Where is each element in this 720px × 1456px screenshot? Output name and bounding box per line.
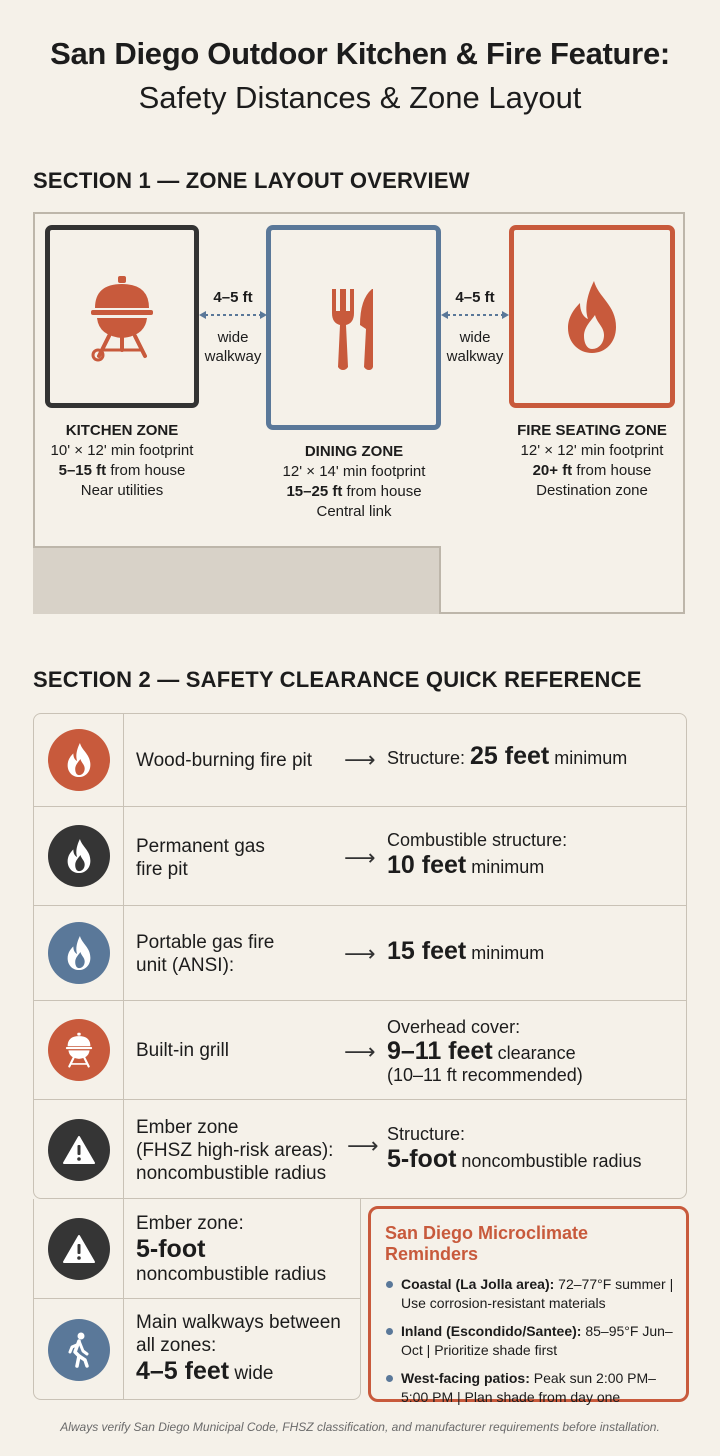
row-item: Wood-burning fire pit [136, 750, 313, 771]
zone-footprint: 12' × 14' min footprint [282, 463, 426, 480]
list-item: Inland (Escondido/Santee): 85–95°F Jun–Oct | Prioritize shade first [385, 1322, 674, 1360]
flame-icon [564, 279, 620, 355]
row-item: Ember zone (FHSZ high-risk areas): noncombustible radius [136, 1117, 334, 1184]
table-row [34, 714, 686, 807]
walkway-line3: walkway [204, 348, 262, 365]
row-item: Main walkways between all zones: 4–5 feet wide [136, 1312, 341, 1385]
warning-icon [62, 1234, 96, 1264]
page-title: San Diego Outdoor Kitchen & Fire Feature: [50, 36, 670, 71]
fire-seating-zone-box [509, 225, 675, 408]
walking-person-icon [65, 1332, 93, 1368]
section1-heading: SECTION 1 — ZONE LAYOUT OVERVIEW [33, 168, 470, 193]
zone-name: FIRE SEATING ZONE [517, 422, 667, 439]
table-row [34, 1199, 360, 1299]
grill-icon [87, 272, 157, 362]
walkway-line2: wide [459, 329, 491, 346]
table-row [34, 1100, 686, 1199]
row-value: Structure: 5-foot noncombustible radius [387, 1124, 642, 1173]
row-value: Structure: 25 feet minimum [387, 742, 628, 770]
zone-distance: 5–15 ft from house [58, 462, 186, 479]
zone-note: Central link [316, 503, 392, 520]
zone-name: KITCHEN ZONE [65, 422, 179, 439]
walkway-dining-fire [439, 288, 511, 366]
row-item: Portable gas fire unit (ANSI): [136, 932, 275, 976]
clearance-table [33, 713, 687, 1199]
dining-zone-box [266, 225, 441, 430]
warning-icon [62, 1135, 96, 1165]
walkway-width: 4–5 ft [213, 289, 253, 306]
kitchen-zone-box [45, 225, 199, 408]
zone-footprint: 12' × 12' min footprint [520, 442, 664, 459]
walkway-width: 4–5 ft [455, 289, 495, 306]
footer-disclaimer: Always verify San Diego Municipal Code, FHSZ classification, and manufacturer requirements before installation. [60, 1420, 660, 1434]
zone-distance: 15–25 ft from house [286, 483, 422, 500]
grill-icon [64, 1031, 94, 1069]
list-item: West-facing patios: Peak sun 2:00 PM–5:00 PM | Plan shade from day one [385, 1369, 674, 1407]
microclimate-box [368, 1206, 689, 1405]
table-row [34, 807, 686, 906]
double-arrow-icon [439, 308, 511, 322]
row-value: 15 feet minimum [387, 937, 545, 965]
kitchen-zone-label [24, 421, 220, 501]
row-value: Combustible structure: 10 feet minimum [387, 830, 568, 879]
row-item: Permanent gas fire pit [136, 836, 265, 880]
row-value: Overhead cover: 9–11 feet clearance (10–11 ft recommended) [387, 1017, 583, 1085]
table-row [34, 1299, 360, 1400]
section2-heading: SECTION 2 — SAFETY CLEARANCE QUICK REFERENCE [33, 667, 642, 692]
page-subtitle: Safety Distances & Zone Layout [138, 80, 582, 115]
arrow-icon: ⟶ [347, 1133, 379, 1158]
arrow-icon: ⟶ [344, 1039, 376, 1064]
arrow-icon: ⟶ [344, 845, 376, 870]
zone-footprint: 10' × 12' min footprint [50, 442, 194, 459]
fork-knife-icon [326, 285, 382, 371]
row-item: Ember zone: 5-foot noncombustible radius [136, 1213, 327, 1285]
clearance-table-bottom [33, 1199, 361, 1400]
zone-name: DINING ZONE [304, 443, 404, 460]
arrow-icon: ⟶ [344, 747, 376, 772]
arrow-icon: ⟶ [344, 941, 376, 966]
walkway-kitchen-dining [197, 288, 269, 366]
bullet-icon [386, 1328, 393, 1335]
zone-layout-house-area [33, 546, 441, 614]
table-row [34, 906, 686, 1001]
zone-distance: 20+ ft from house [532, 462, 652, 479]
zone-note: Destination zone [536, 482, 648, 499]
walkway-line3: walkway [446, 348, 504, 365]
fire-seating-zone-label [492, 421, 692, 501]
row-item: Built-in grill [136, 1040, 229, 1061]
microclimate-title: San Diego Microclimate Reminders [385, 1223, 589, 1264]
zone-note: Near utilities [80, 482, 164, 499]
walkway-line2: wide [217, 329, 249, 346]
list-item: Coastal (La Jolla area): 72–77°F summer | Use corrosion-resistant materials [385, 1275, 674, 1313]
bullet-icon [386, 1281, 393, 1288]
double-arrow-icon [197, 308, 269, 322]
dining-zone-label [254, 442, 454, 522]
flame-icon [65, 742, 93, 778]
flame-icon [65, 838, 93, 874]
bullet-icon [386, 1375, 393, 1382]
table-row [34, 1001, 686, 1100]
flame-icon [65, 935, 93, 971]
